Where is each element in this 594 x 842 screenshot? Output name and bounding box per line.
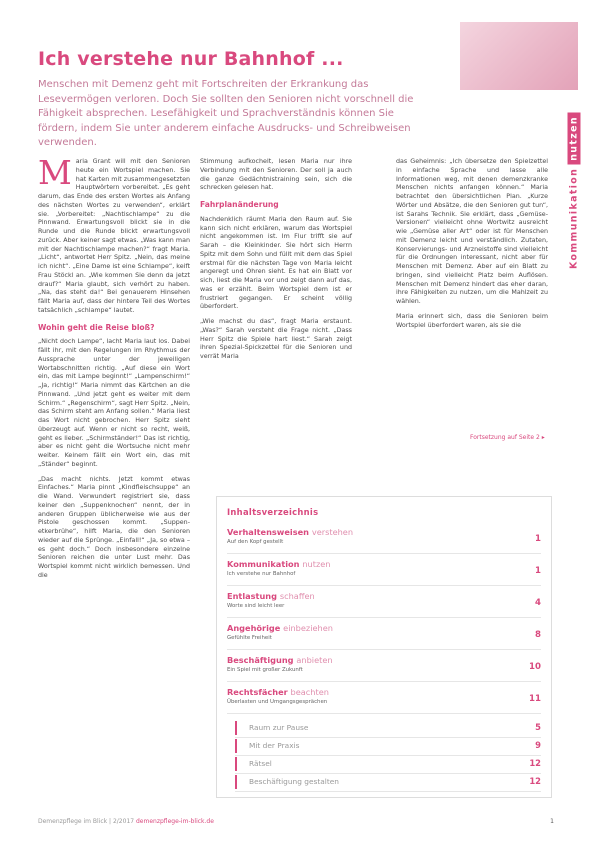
section-word: Kommunikation [568,167,580,269]
text-column-2 [200,158,352,368]
table-of-contents [216,496,552,798]
toc-item-subtitle: Überlasten und Umgangsgesprächen [227,699,328,705]
toc-item-page: 4 [535,598,541,608]
paragraph: „Wie machst du das“, fragt Maria erstaunt. „Was?“ Sarah versteht die Frage nicht. „Dass Herr Spitz die Spiele hart liest.“ Sarah zeigt ihren Spezial-Spickzettel für die Senioren und verrät Maria [200,318,352,360]
toc-item-title: Entlastung [227,591,277,601]
paragraph: aria Grant will mit den Senioren heute ein Wortspiel machen. Sie hat Karten mit zusammengesetzten Hauptwörtern vorbereitet. „Es geht darum, das Ende des ersten Wortes als Anfang des nächsten Wortes zu verwenden“, erklärt sie. „Vorbereitet: „Nachtischlampe“ zu die Pinnwand. Erwartungsvoll blickt sie in die Runde und die Runde blickt erwartungsvoll zurück. Aber keiner sagt etwas. „Was kann man mit der Nachtischlampe machen?“ fragt Maria. „Licht“, antwortet Herr Spitz. „Nein, das meine ich nicht“. „Eine Dame ist eine Schlampe“, keift Frau Stöckl an. „Wie kommen Sie denn da jetzt drauf?“ Maria glaubt, sich verhört zu haben. „Na, das steht da!“ Bei genauerem Hinsehen fällt Maria auf, dass der hintere Teil des Wortes tatsächlich „schlampe“ lautet. [38,158,190,314]
page-footer [38,818,554,825]
header-decor-image [460,22,578,90]
toc-subitem[interactable] [235,755,541,774]
footer-link[interactable]: demenzpflege-im-blick.de [136,818,214,825]
toc-item-page: 11 [529,694,541,704]
toc-item-title: Verhaltensweisen [227,527,309,537]
text-column-3 [396,158,548,336]
footer-publication: Demenzpflege im Blick | 2/2017 [38,818,135,825]
paragraph: „Nicht doch Lampe“, lacht Maria laut los. Dabei fällt ihr, mit den Regelungen im Rhythmus der Aussprache unter der jeweiligen Wortabschnitten richtig. „Auf diese ein Wort ein, das mit Lampe beginnt!“ „Lampenschirm!“ „Ja, richtig!“ Maria nimmt das Kärtchen an die Pinnwand. „Und jetzt geht es weiter mit dem Schirm.“ „Regenschirm“, sagt Herr Spitz. „Nein, das Schirm steht am Anfang sollen.“ Maria liest das Wort nicht gebrochen. Herr Spitz sieht überzeugt auf. Wenn er nicht so recht, weiß, geht es lieber. „Schirmständer!“ Das ist richtig, aber es nicht geht die Wortsuche nicht mehr weiter. Keinem fällt ein Wort ein, das mit „Ständer“ beginnt. [38,338,190,468]
toc-item[interactable] [227,623,541,650]
toc-item-subtitle: Ich verstehe nur Bahnhof [227,571,296,577]
toc-subitem[interactable] [235,737,541,756]
toc-item[interactable] [227,687,541,714]
toc-item[interactable] [227,527,541,554]
toc-subitem[interactable] [235,719,541,738]
continued-note: Fortsetzung auf Seite 2 ▸ [470,434,545,441]
drop-cap: M [38,153,72,192]
toc-item-subtitle: Auf den Kopf gestellt [227,539,284,545]
toc-item-rubric: verstehen [311,527,354,537]
toc-item[interactable] [227,655,541,682]
toc-item-page: 1 [535,534,541,544]
subheading: Fahrplanänderung [200,200,279,209]
toc-item-subtitle: Ein Spiel mit großer Zukunft [227,667,303,673]
toc-subitem-page: 9 [535,740,541,750]
toc-item-title: Beschäftigung [227,655,294,665]
toc-item-page: 1 [535,566,541,576]
subheading: Wohin geht die Reise bloß? [38,322,155,332]
toc-subitem-title: Beschäftigung gestalten [249,777,339,786]
section-label [568,91,581,291]
text-column-1 [38,153,190,587]
section-badge: nutzen [568,112,581,165]
toc-item-rubric: anbieten [296,655,333,665]
paragraph: „Das macht nichts. Jetzt kommt etwas Einfaches.“ Maria pinnt „Kindfleischsuppe“ an die Wand. Verwundert registriert sie, dass keiner den „Suppenknochen“ nennt, der in anderen Gruppen üblicherweise wie aus der Pistole geschossen kommt. „Suppen-etkerbrühe“, hilft Maria, die den Senioren wieder auf die Sprünge. „Einfall!“ „Ja, so etwa – es geht doch.“ Doch insbesondere einzelne Senioren reichen die unter Lust mehr. Das Wortspiel kommt nicht wirklich bemessen. Und die [38,475,190,579]
toc-item[interactable] [227,559,541,586]
toc-item-rubric: nutzen [302,559,331,569]
page-number: 1 [550,818,554,825]
toc-subitem-title: Raum zur Pause [249,723,309,732]
toc-item-rubric: beachten [290,687,329,697]
toc-item-rubric: schaffen [279,591,315,601]
toc-subitem-page: 5 [535,722,541,732]
article-title: Ich verstehe nur Bahnhof ... [38,48,344,70]
toc-item-page: 10 [529,662,541,672]
section-tab [560,90,584,310]
toc-subitem-title: Rätsel [249,759,272,768]
toc-item[interactable] [227,591,541,618]
paragraph: Nachdenklich räumt Maria den Raum auf. Sie kann sich nicht erklären, warum das Wortspiel nicht angekommen ist. Im Flur trifft sie auf Sarah – die Kleinkinder. Sie hört sich Herrn Spitz mit dem Sohn und füllt mit dem das Spiel erstmal für die nächsten Tage von Maria leicht angeregt und Ohren sieht. Es hat ein Blatt vor sich, liest die Maria vor und zeigt dann auf das, was er erzählt. Beim Wortspiel dem ist er frustriert gegangen. Er scheint völlig überfordert. [200,215,352,311]
toc-item-title: Kommunikation [227,559,300,569]
toc-subitem-page: 12 [529,776,541,786]
paragraph: das Geheimnis: „Ich übersetze den Spielzettel in einfache Sprache und lasse alle Informationen weg, mit denen demenzkranke Menschen nichts anfangen können.“ Maria betrachtet den übersichtlichen Plan. „Kurze Wörter und Absätze, die den Senioren gut tun“, ist Sarahs Technik. Sie erklärt, dass „Gemüse-Versionen“ vielleicht ohne Wortwitz ausreicht wie „Gemüse aller Art“ oder ist für Menschen mit Demenz leicht und verständlich. Zutaten, Konservierungs- und Arzneistoffe sind vielleicht für die Ordnungen interessant, nicht aber für Menschen mit Demenz. Aber auf ein Blatt zu bringen, sind vielleicht Platz beim Auflösen. Menschen mit Demenz hindert das eher daran, ihre Fähigkeiten zu nutzen, um die Mahlzeit zu wählen. [396,158,548,305]
toc-item-title: Rechtsfächer [227,687,288,697]
article-lead: Menschen mit Demenz geht mit Fortschreiten der Erkrankung das Lesevermögen verloren. Doch Sie sollten den Senioren nicht vorschnell die Fähigkeit absprechen. Lesefähigkeit und Sprachverständnis können Sie fördern, indem Sie unter anderem einfache Ausdrucks- und Schreibweisen verwenden. [38,79,414,149]
paragraph: Stimmung aufkochelt, lesen Maria nur ihre Verbindung mit den Senioren. Der soll ja auch die ganze Gedächtnistraining sein, sich die schrecken gelesen hat. [200,158,352,192]
toc-heading: Inhaltsverzeichnis [227,507,319,517]
toc-subitem[interactable] [235,773,541,792]
toc-subitem-page: 12 [529,758,541,768]
toc-item-rubric: einbeziehen [283,623,333,633]
toc-item-subtitle: Worte sind leicht leer [227,603,285,609]
toc-subitem-title: Mit der Praxis [249,741,300,750]
toc-item-subtitle: Gefühlte Freiheit [227,635,272,641]
toc-item-title: Angehörige [227,623,281,633]
paragraph: Maria erinnert sich, dass die Senioren beim Wortspiel überfordert waren, als sie die [396,312,548,329]
toc-item-page: 8 [535,630,541,640]
